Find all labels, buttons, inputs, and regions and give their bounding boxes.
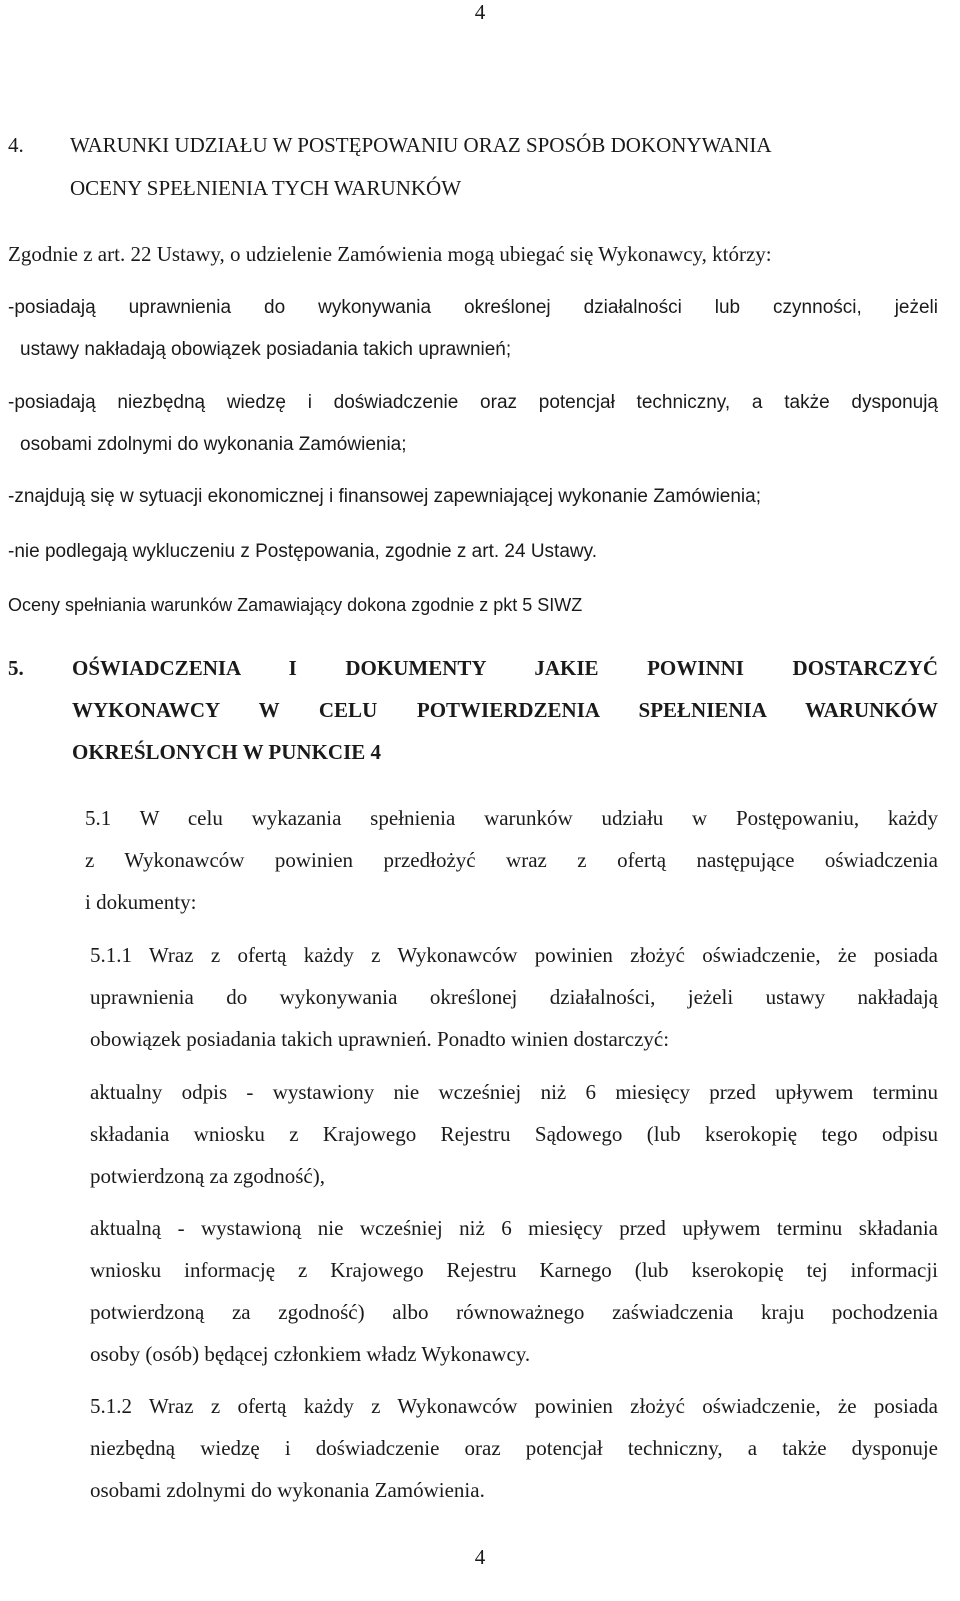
paragraph-5-1-2-line-2: niezbędną wiedzę i doświadczenie oraz potencjał techniczny, a także dysponuje [90,1436,938,1460]
krk-info-line-2: wniosku informację z Krajowego Rejestru Karnego (lub kserokopię tej informacji [90,1258,938,1282]
paragraph-5-1-line-1: 5.1 W celu wykazania spełnienia warunków udziału w Postępowaniu, każdy [85,806,938,830]
section-5-number: 5. [8,656,24,680]
paragraph-5-1-line-3: i dokumenty: [85,890,197,914]
krs-extract-line-1: aktualny odpis - wystawiony nie wcześniej niż 6 miesięcy przed upływem terminu [90,1080,938,1104]
paragraph-5-1-1-line-3: obowiązek posiadania takich uprawnień. Ponadto winien dostarczyć: [90,1027,670,1051]
condition-3: -znajdują się w sytuacji ekonomicznej i finansowej zapewniającej wykonanie Zamówienia; [8,486,761,507]
condition-1-line-1: -posiadają uprawnienia do wykonywania określonej działalności lub czynności, jeżeli [8,297,938,318]
assessment-note: Oceny spełniania warunków Zamawiający dokona zgodnie z pkt 5 SIWZ [8,595,583,615]
krs-extract-line-3: potwierdzoną za zgodność), [90,1164,325,1188]
condition-2-line-1: -posiadają niezbędną wiedzę i doświadczenie oraz potencjał techniczny, a także dysponują [8,392,938,413]
condition-2-line-2: osobami zdolnymi do wykonania Zamówienia; [20,434,407,455]
krs-extract-line-2: składania wniosku z Krajowego Rejestru Sądowego (lub kserokopię tego odpisu [90,1122,938,1146]
section-4-number: 4. [8,133,24,157]
krk-info-line-1: aktualną - wystawioną nie wcześniej niż 6 miesięcy przed upływem terminu składania [90,1216,938,1240]
section-4-heading-line-1: WARUNKI UDZIAŁU W POSTĘPOWANIU ORAZ SPOSÓB DOKONYWANIA [70,133,772,157]
condition-1-line-2: ustawy nakładają obowiązek posiadania takich uprawnień; [20,339,512,360]
section-4-heading-line-2: OCENY SPEŁNIENIA TYCH WARUNKÓW [70,176,462,200]
section-5-heading-line-1: OŚWIADCZENIA I DOKUMENTY JAKIE POWINNI DOSTARCZYĆ [72,656,938,680]
section-4-intro [8,242,772,267]
section-5-heading-line-3: OKREŚLONYCH W PUNKCIE 4 [72,740,382,764]
krk-info-line-4: osoby (osób) będącej członkiem władz Wykonawcy. [90,1342,531,1366]
section-5-heading-line-2: WYKONAWCY W CELU POTWIERDZENIA SPEŁNIENIA WARUNKÓW [72,698,938,722]
paragraph-5-1-1-line-1: 5.1.1 Wraz z ofertą każdy z Wykonawców powinien złożyć oświadczenie, że posiada [90,943,938,967]
intro-lead: Zgodnie z art. [8,242,126,266]
paragraph-5-1-line-2: z Wykonawców powinien przedłożyć wraz z ofertą następujące oświadczenia [85,848,938,872]
intro-rest: 22 Ustawy, o udzielenie Zamówienia mogą ubiegać się Wykonawcy, którzy: [125,242,772,266]
paragraph-5-1-2-line-1: 5.1.2 Wraz z ofertą każdy z Wykonawców powinien złożyć oświadczenie, że posiada [90,1394,938,1418]
paragraph-5-1-1-line-2: uprawnienia do wykonywania określonej działalności, jeżeli ustawy nakładają [90,985,938,1009]
page-number-bottom: 4 [474,1545,486,1569]
paragraph-5-1-2-line-3: osobami zdolnymi do wykonania Zamówienia. [90,1478,485,1502]
condition-4: -nie podlegają wykluczeniu z Postępowania, zgodnie z art. 24 Ustawy. [8,541,597,562]
page-number-top: 4 [474,0,486,24]
krk-info-line-3: potwierdzoną za zgodność) albo równoważnego zaświadczenia kraju pochodzenia [90,1300,938,1324]
